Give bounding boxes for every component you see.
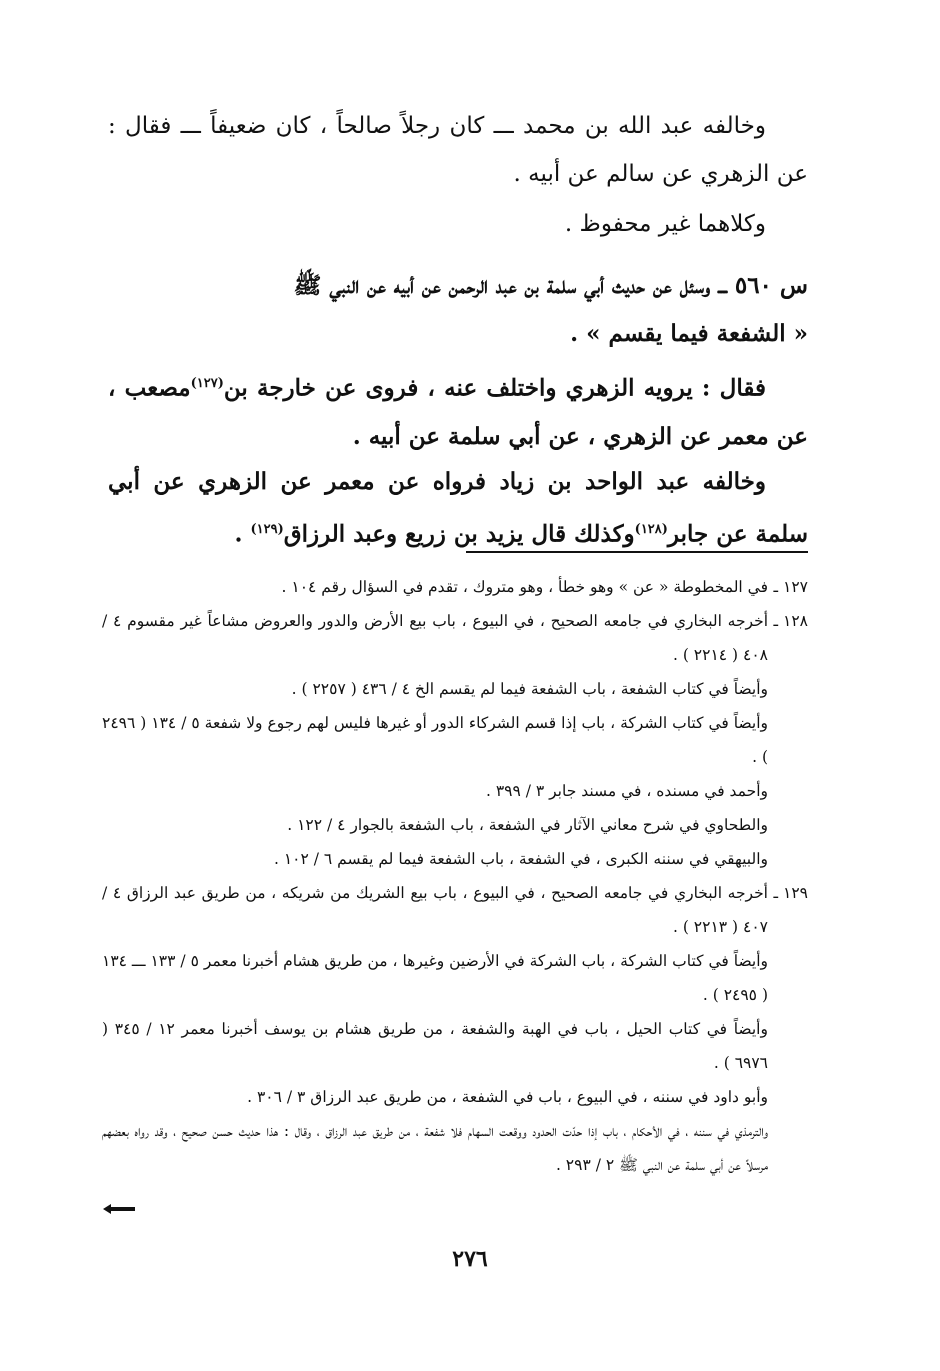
footnote-129 <box>102 876 808 944</box>
footnote-127 <box>102 570 808 604</box>
footnote-line: أخرجه البخاري في جامعه الصحيح ، في البيوع ، باب بيع الأرض والدور والعروض مشاعاً غير مقسوم ٤ / ٤٠٨ ( ٢٢١٤ ) . <box>102 612 769 664</box>
footnote-line: في المخطوطة « عن » وهو خطأ ، وهو متروك ، تقدم في السؤال رقم ١٠٤ . <box>281 578 768 596</box>
footnote-divider <box>466 551 808 553</box>
answer-text-before: وخالفه عبد الواحد بن زياد فرواه عن معمر عن الزهري عن أبي سلمة عن جابر <box>108 468 808 548</box>
answer-text-middle: وكذلك قال يزيد بن زريع وعبد الرزاق <box>283 520 635 548</box>
question-560 <box>108 262 808 358</box>
answer-paragraph-2 <box>108 458 808 559</box>
footnotes <box>102 570 808 1182</box>
footnote-line: والبيهقي في سننه الكبرى ، في الشفعة ، باب الشفعة فيما لم يقسم ٦ / ١٠٢ . <box>273 850 768 868</box>
footnote-line: أخرجه البخاري في جامعه الصحيح ، في البيوع ، باب بيع الشريك من شريكه ، من طريق عبد الرزاق ٤ / ٤٠٧ ( ٢٢١٣ ) . <box>102 884 768 936</box>
footnote-line: وأيضاً في كتاب الحيل ، باب في الهبة والشفعة ، من طريق هشام بن يوسف أخبرنا معمر ١٢ / ٣٤٥ ( ٦٩٧٦ ) . <box>102 1020 768 1072</box>
footnote-number: ١٢٨ ـ <box>773 612 808 630</box>
left-arrow-icon <box>103 1204 135 1214</box>
question-line <box>108 262 808 310</box>
answer-text-after: . <box>234 520 251 548</box>
answer-text-after: مصعب ، عن معمر عن الزهري ، عن أبي سلمة عن أبيه . <box>108 374 808 450</box>
footnote-line: وأيضاً في كتاب الشركة ، باب الشركة في الأرضين وغيرها ، من طريق هشام أخبرنا معمر ٥ / ١٣٣ ـــ ١٣٤ ( ٢٤٩٥ ) . <box>102 952 768 1004</box>
footnote-line: والطحاوي في شرح معاني الآثار في الشفعة ، باب الشفعة بالجوار ٤ / ١٢٢ . <box>287 816 768 834</box>
footnote-line: وأيضاً في كتاب الشفعة ، باب الشفعة فيما لم يقسم الخ ٤ / ٤٣٦ ( ٢٢٥٧ ) . <box>291 680 768 698</box>
answer-text-before: فقال : يرويه الزهري واختلف عنه ، فروى عن خارجة بن <box>223 374 766 402</box>
paragraph-both-unpreserved <box>108 200 808 248</box>
question-text: وسئل عن حديث أبي سلمة بن عبد الرحمن عن أبيه عن النبي ﷺ <box>293 272 711 299</box>
answer-line <box>108 360 808 461</box>
question-number: س ٥٦٠ ـــ <box>718 272 808 299</box>
footnote-line: وأحمد في مسنده ، في مسند جابر ٣ / ٣٩٩ . <box>485 782 768 800</box>
paragraph-text: وكلاهما غير محفوظ . <box>564 211 766 237</box>
footnote-number: ١٢٩ ـ <box>773 884 808 902</box>
page-number: ٢٧٦ <box>452 1246 488 1272</box>
answer-paragraph-1 <box>108 360 808 461</box>
footnote-ref-128: (١٢٨) <box>634 522 668 537</box>
footnote-line: وأيضاً في كتاب الشركة ، باب إذا قسم الشركاء الدور أو غيرها فليس لهم رجوع ولا شفعة ٥ / ١٣٤ ( ٢٤٩٦ ) . <box>102 714 768 766</box>
footnote-ref-127: (١٢٧) <box>190 376 224 391</box>
footnote-ref-129: (١٢٩) <box>250 522 284 537</box>
hadith-quote: « الشفعة فيما يقسم » . <box>570 320 808 347</box>
footnote-line: وأبو داود في سننه ، في البيوع ، باب في الشفعة ، من طريق عبد الرزاق ٣ / ٣٠٦ . <box>247 1088 768 1106</box>
answer-line <box>108 458 808 559</box>
footnote-line: والترمذي في سننه ، في الأحكام ، باب إذا حدّت الحدود ووقعت السهام فلا شفعة ، من طريق عبد الرزاق ، وقال : هذا حديث حسن صحيح ، وقد رواه بعضهم مرسلاً عن أبي سلمة عن النبي ﷺ ٢ / ٢٩٣ . <box>102 1122 768 1174</box>
paragraph-text: وخالفه عبد الله بن محمد ـــ كان رجلاً صالحاً ، كان ضعيفاً ـــ فقال : عن الزهري عن سالم عن أبيه . <box>108 113 808 187</box>
paragraph-dissent-abdullah <box>108 102 808 198</box>
footnote-128 <box>102 604 808 672</box>
footnote-number: ١٢٧ ـ <box>773 578 808 596</box>
